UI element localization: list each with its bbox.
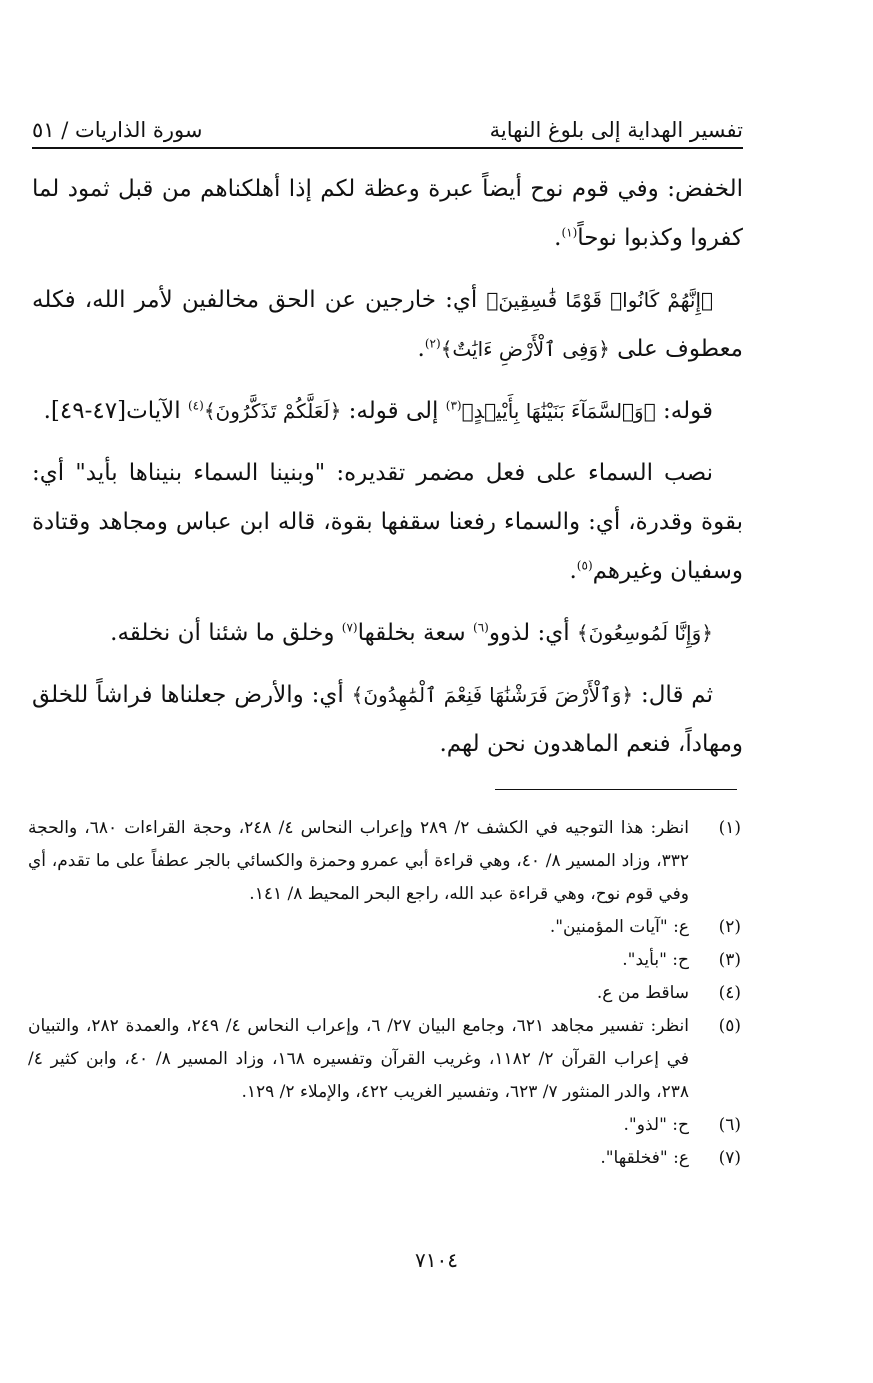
paragraph-text: الآيات[٤٧-٤٩]. — [43, 398, 188, 424]
paragraph — [32, 671, 743, 769]
paragraph: نصب السماء على فعل مضمر تقديره: "وبنينا السماء بنيناها بأيد" أي: بقوة وقدرة، أي: والسماء رفعنا سقفها بقوة، قاله ابن عباس ومجاهد وقتادة وسفيان وغيرهم$^{(٥)}$. — [32, 460, 743, 584]
paragraph: الخفض: وفي قوم نوح أيضاً عبرة وعظة لكم إذا أهلكناهم من قبل ثمود لما كفروا وكذبوا نوحاً$^{(١)}$. — [32, 176, 743, 251]
paragraph-text: سعة بخلقها — [357, 620, 474, 646]
footnote-number: (٧) — [718, 1148, 741, 1168]
paragraph — [32, 387, 743, 436]
footnote-separator — [495, 789, 737, 790]
footnote-number: (٤) — [718, 983, 741, 1003]
footnote-text: ساقط من ع. — [596, 983, 689, 1003]
surah-title: سورة الذاريات / ٥١ — [32, 118, 203, 142]
footnote — [28, 812, 741, 911]
footnote — [28, 1142, 741, 1175]
footnote-number: (٣) — [718, 950, 741, 970]
paragraph-text: قوله: — [655, 398, 713, 424]
main-text — [32, 165, 743, 782]
footnote-text: انظر: تفسير مجاهد ٦٢١، وجامع البيان ٢٧/ ٦، وإعراب النحاس ٤/ ٢٤٩، والعمدة ٢٨٢، والتبيان في إعراب القرآن ٢/ ١١٨٢، وغريب القرآن وتفسيره ١٦٨، وزاد المسير ٨/ ٤٠، وابن كثير ٤/ ٢٣٨، والدر المنثور ٧/ ٦٢٣، وتفسير الغريب ٤٢٢، والإملاء ٢/ ١٢٩. — [28, 1016, 690, 1102]
running-header — [32, 102, 743, 142]
footnote-ref: (٣) — [445, 398, 462, 413]
footnote — [28, 1109, 741, 1142]
footnote-number: (٦) — [718, 1115, 741, 1135]
quran-verse: ﴿وَٱلْأَرْضَ فَرَشْنَٰهَا فَنِعْمَ ٱلْمَٰهِدُونَ﴾ — [351, 683, 634, 707]
footnote-ref: (٥) — [576, 558, 593, 573]
paragraph-text: أي: والأرض جعلناها فراشاً للخلق ومهاداً، فنعم الماهدون نحن لهم. — [32, 682, 743, 757]
quran-verse: ﴿وَإِنَّا لَمُوسِعُونَ﴾ — [576, 621, 713, 645]
quran-verse: ﴿وَٱلسَّمَآءَ بَنَيْنَٰهَا بِأَيْي۟دٍ﴾ — [461, 399, 656, 423]
header-rule — [32, 147, 743, 149]
footnote-ref: (٤) — [187, 398, 204, 413]
footnote-text: ح: "بأيد". — [622, 950, 689, 970]
paragraph-text: أي: لذوو — [488, 620, 577, 646]
paragraph-text: وخلق ما شئنا أن نخلقه. — [110, 620, 342, 646]
paragraph-text: الخفض: وفي قوم نوح أيضاً عبرة وعظة لكم إذا أهلكناهم من قبل ثمود لما كفروا وكذبوا نوحاً — [32, 176, 743, 251]
footnote — [28, 977, 741, 1010]
quran-verse: ﴿إِنَّهُمْ كَانُوا۟ قَوْمًا فَٰسِقِينَ﴾ — [486, 288, 714, 312]
footnote-ref: (١) — [561, 225, 578, 240]
footnote-text: انظر: هذا التوجيه في الكشف ٢/ ٢٨٩ وإعراب النحاس ٤/ ٢٤٨، وحجة القراءات ٦٨٠، والحجة ٣٣٢، وزاد المسير ٨/ ٤٠، وهي قراءة أبي عمرو وحمزة والكسائي بالجر عطفاً على ما تقدم، أي وفي قوم نوح، وهي قراءة عبد الله، راجع البحر المحيط ٨/ ١٤١. — [28, 818, 689, 904]
paragraph-text: إلى قوله: — [341, 398, 446, 424]
footnote-ref: (٧) — [341, 620, 358, 635]
quran-verse: ﴿وَفِى ٱلْأَرْضِ ءَايَٰتٌ﴾ — [440, 337, 610, 361]
footnote-number: (١) — [718, 818, 741, 838]
footnote — [28, 944, 741, 977]
page-number: ٧١٠٤ — [415, 1248, 458, 1272]
paragraph — [32, 609, 743, 658]
footnote-text: ع: "فخلقها". — [600, 1148, 689, 1168]
paragraph-text: أي: خارجين عن الحق مخالفين لأمر الله، فكله معطوف على — [32, 287, 743, 362]
footnote-ref: (٢) — [424, 336, 441, 351]
footnote — [28, 911, 741, 944]
footnote — [28, 1010, 741, 1109]
quran-verse: ﴿لَعَلَّكُمْ تَذَكَّرُونَ﴾ — [203, 399, 342, 423]
paragraph-text: نصب السماء على فعل مضمر تقديره: "وبنينا السماء بنيناها بأيد" أي: بقوة وقدرة، أي: والسماء رفعنا سقفها بقوة، قاله ابن عباس ومجاهد وقتادة وسفيان وغيرهم — [32, 460, 743, 584]
book-title: تفسير الهداية إلى بلوغ النهاية — [489, 118, 743, 142]
footnote-number: (٥) — [718, 1016, 741, 1036]
footnote-ref: (٦) — [473, 620, 489, 635]
footnotes — [28, 812, 741, 1175]
paragraph: ﴿إِنَّهُمْ كَانُوا۟ قَوْمًا فَٰسِقِينَ﴾ أي: خارجين عن الحق مخالفين لأمر الله، فكله معطوف على ﴿وَفِى ٱلْأَرْضِ ءَايَٰتٌ﴾$^{(٢)}$. — [32, 287, 743, 362]
footnote-text: ح: "لذو". — [623, 1115, 689, 1135]
footnote-text: ع: "آيات المؤمنين". — [549, 917, 689, 937]
paragraph-text: ثم قال: — [633, 682, 714, 708]
footnote-number: (٢) — [718, 917, 741, 937]
